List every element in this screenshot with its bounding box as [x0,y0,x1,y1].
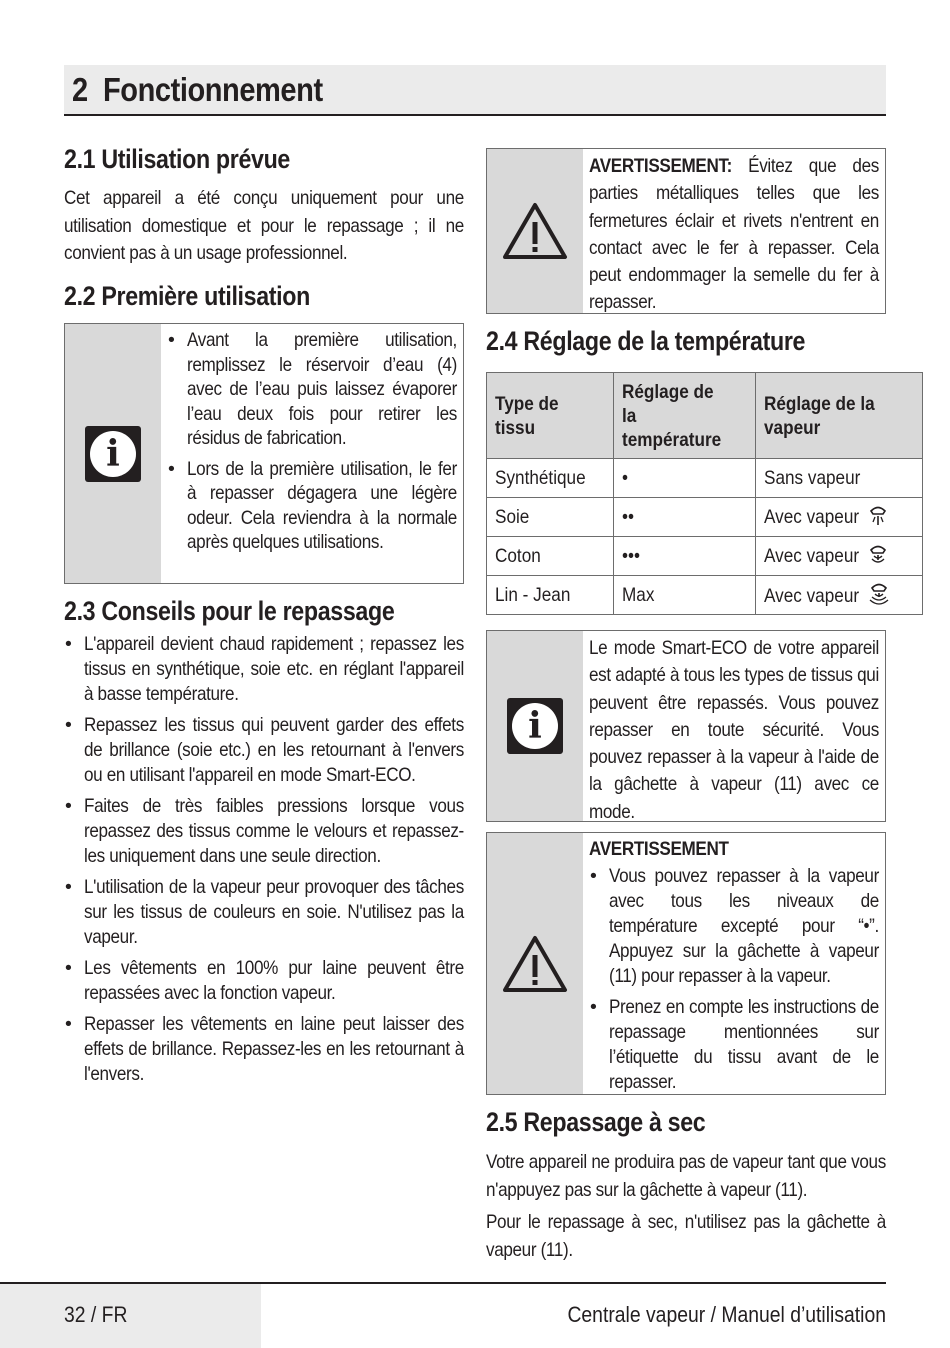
document-title: Centrale vapeur / Manuel d’utilisation [567,1302,886,1327]
chapter-title [72,71,323,109]
section-2-5-p2: Pour le repassage à sec, n'utilisez pas la gâchette à vapeur (11). [486,1211,886,1261]
metal-parts-warning-box [486,148,886,314]
section-2-1-title: 2.1 Utilisation prévue [64,144,291,174]
fabric-cell: Coton [487,537,614,576]
header-temperature-setting: Réglage de la température [614,373,756,459]
list-item: • Vous pouvez repasser à la vapeur avec tous les niveaux de température excepté pour “•”. Appuyez sur la gâchette à vapeur (11) pour repasser à la vapeur. [589,864,879,989]
first-use-list [167,328,457,555]
temperature-cell: Max [614,576,756,615]
list-item: • L'appareil devient chaud rapidement ; repassez les tissus en synthétique, soie etc. en réglant l'appareil à basse température. [64,632,464,707]
warning-icon [502,935,568,993]
list-item: • Avant la première utilisation, remplissez le réservoir d’eau (4) avec de l’eau puis laissez évaporer l’eau deux fois pour retirer les résidus de fabrication. [167,328,457,451]
table-row [487,537,923,576]
list-item: • Repassez les tissus qui peuvent garder des effets de brillance (soie etc.) en les retournant à l'envers ou en utilisant l'appareil en mode Smart-ECO. [64,713,464,788]
table-row [487,576,923,615]
temperature-table [486,372,923,615]
info-icon: i [85,426,141,482]
footer-page-band [0,1284,261,1348]
chapter-title-text: Fonctionnement [102,71,323,108]
warning-icon-cell [487,833,583,1094]
smart-eco-text: Le mode Smart-ECO de votre appareil est adapté à tous les types de tissus qui peuvent être repassés. Vous pouvez repasser en toute sécurité. Vous pouvez repasser à la vapeur à l'aide de la gâchette à vapeur (11) avec ce mode. [589,637,879,821]
fabric-cell: Synthétique [487,459,614,498]
info-icon: i [507,698,563,754]
steam-cell: Sans vapeur [756,459,923,498]
warning-icon-cell [487,149,583,313]
header-fabric-type: Type de tissu [487,373,614,459]
steam-cell: Avec vapeur [756,498,923,537]
section-2-1-body: Cet appareil a été conçu uniquement pour une utilisation domestique et pour le repassage ; il ne convient pas à un usage professionnel. [64,187,464,264]
table-row [487,459,923,498]
table-row [487,498,923,537]
section-2-3-title: 2.3 Conseils pour le repassage [64,596,395,626]
left-column [64,140,464,1093]
section-2-2-title: 2.2 Première utilisation [64,281,310,311]
list-item: • Les vêtements en 100% pur laine peuvent être repassées avec la fonction vapeur. [64,956,464,1006]
table-header-row [487,373,923,459]
steam-level-3-icon [867,583,891,607]
first-use-note-box [64,323,464,584]
warning-text: Évitez que des parties métalliques telles que les fermetures éclair et rivets n'entrent en contact avec le fer à repasser. Cela peut endommager la semelle du fer à repasser. [589,155,879,313]
temperature-cell: • [614,459,756,498]
warning-label: AVERTISSEMENT: [589,155,733,177]
info-icon-cell [65,324,161,583]
steam-warning-list [589,864,879,1094]
fabric-cell: Lin - Jean [487,576,614,615]
chapter-number: 2 [72,71,88,108]
steam-cell: Avec vapeur [756,576,923,615]
header-steam-setting: Réglage de la vapeur [756,373,923,459]
chapter-header [64,65,886,116]
list-item: • Prenez en compte les instructions de repassage mentionnées sur l’étiquette du tissu avant de le repasser. [589,995,879,1094]
section-2-5-title: 2.5 Repassage à sec [486,1107,706,1137]
right-column [486,148,886,1264]
footer-divider [0,1282,886,1284]
steam-cell: Avec vapeur [756,537,923,576]
fabric-cell: Soie [487,498,614,537]
warning-icon [502,202,568,260]
list-item: • Faites de très faibles pressions lorsque vous repassez des tissus comme le velours et repassez-les uniquement dans une seule direction. [64,794,464,869]
steam-level-1-icon [867,505,889,527]
steam-warning-box [486,832,886,1095]
temperature-cell: •• [614,498,756,537]
list-item: • L'utilisation de la vapeur peur provoquer des tâches sur les tissus de couleurs en soie. N'utilisez pas la vapeur. [64,875,464,950]
list-item: • Lors de la première utilisation, le fer à repasser dégagera une légère odeur. Cela reviendra à la normale après quelques utilisations. [167,457,457,555]
smart-eco-note-box [486,630,886,822]
info-icon-cell [487,631,583,821]
section-2-5-p1: Votre appareil ne produira pas de vapeur tant que vous n'appuyez pas sur la gâchette à vapeur (11). [486,1151,886,1201]
section-2-4-title: 2.4 Réglage de la température [486,326,806,356]
steam-level-2-icon [867,544,889,566]
list-item: • Repasser les vêtements en laine peut laisser des effets de brillance. Repassez-les en les retournant à l'envers. [64,1012,464,1087]
temperature-cell: ••• [614,537,756,576]
page-number: 32 / FR [64,1302,128,1327]
ironing-tips-list [64,632,464,1087]
warning-label: AVERTISSEMENT [589,838,729,860]
